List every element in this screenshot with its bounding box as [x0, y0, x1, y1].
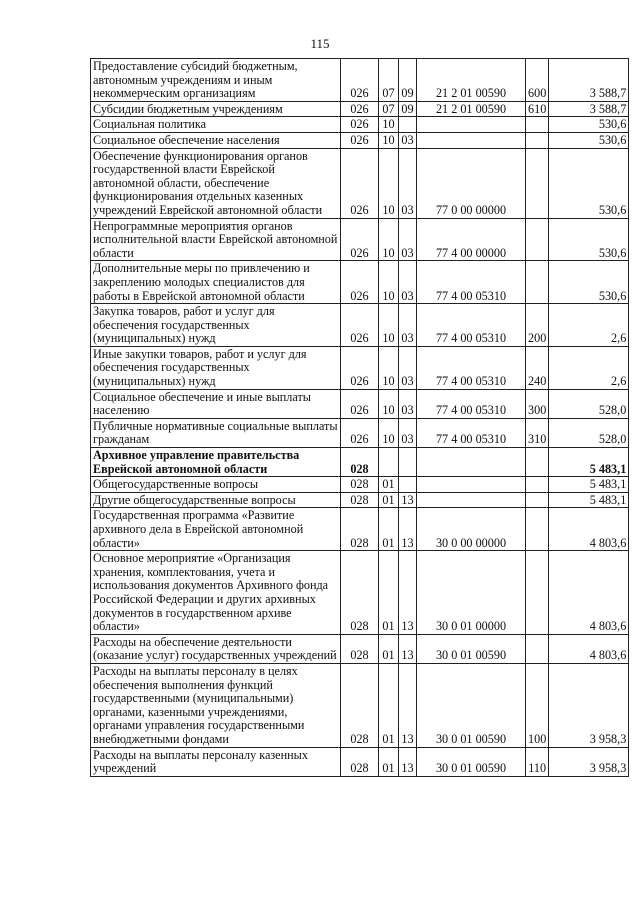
ministry-code: 028	[341, 448, 379, 477]
table-row	[91, 261, 629, 304]
amount: 3 958,3	[549, 747, 629, 776]
ministry-code: 026	[341, 418, 379, 447]
subsection-code	[399, 477, 417, 493]
target-article-code: 21 2 01 00590	[417, 59, 526, 102]
section-code: 01	[379, 551, 399, 635]
table-row	[91, 346, 629, 389]
section-code	[379, 448, 399, 477]
ministry-code: 028	[341, 551, 379, 635]
expense-type-code	[526, 448, 549, 477]
target-article-code: 30 0 01 00000	[417, 551, 526, 635]
row-name: Социальное обеспечение и иные выплаты населению	[91, 389, 341, 418]
row-name: Дополнительные меры по привлечению и закреплению молодых специалистов для работы в Еврейской автономной области	[91, 261, 341, 304]
expense-type-code	[526, 117, 549, 133]
row-name: Расходы на выплаты персоналу казенных учреждений	[91, 747, 341, 776]
target-article-code	[417, 132, 526, 148]
amount: 530,6	[549, 261, 629, 304]
table-row	[91, 304, 629, 347]
expense-type-code	[526, 261, 549, 304]
section-code: 07	[379, 59, 399, 102]
expense-type-code: 110	[526, 747, 549, 776]
ministry-code: 026	[341, 304, 379, 347]
subsection-code: 13	[399, 747, 417, 776]
expense-type-code	[526, 492, 549, 508]
amount: 3 588,7	[549, 59, 629, 102]
expense-type-code: 240	[526, 346, 549, 389]
section-code: 10	[379, 346, 399, 389]
expense-type-code	[526, 218, 549, 261]
target-article-code: 77 4 00 00000	[417, 218, 526, 261]
table-row	[91, 492, 629, 508]
ministry-code: 026	[341, 389, 379, 418]
subsection-code: 09	[399, 101, 417, 117]
section-code: 10	[379, 117, 399, 133]
ministry-code: 028	[341, 477, 379, 493]
row-name: Закупка товаров, работ и услуг для обеспечения государственных (муниципальных) нужд	[91, 304, 341, 347]
table-row	[91, 132, 629, 148]
ministry-code: 028	[341, 634, 379, 663]
subsection-code: 13	[399, 634, 417, 663]
ministry-code: 026	[341, 148, 379, 218]
target-article-code	[417, 477, 526, 493]
subsection-code: 13	[399, 551, 417, 635]
section-code: 10	[379, 218, 399, 261]
subsection-code	[399, 448, 417, 477]
expense-type-code: 300	[526, 389, 549, 418]
row-name: Обеспечение функционирования органов государственной власти Еврейской автономной области, обеспечение функционирования отдельных казенных учреждений Еврейской автономной области	[91, 148, 341, 218]
ministry-code: 028	[341, 492, 379, 508]
row-name: Публичные нормативные социальные выплаты гражданам	[91, 418, 341, 447]
amount: 2,6	[549, 304, 629, 347]
table-row	[91, 59, 629, 102]
table-row	[91, 508, 629, 551]
expense-type-code	[526, 132, 549, 148]
amount: 530,6	[549, 148, 629, 218]
table-row	[91, 218, 629, 261]
row-name: Расходы на обеспечение деятельности (оказание услуг) государственных учреждений	[91, 634, 341, 663]
budget-table	[90, 58, 629, 777]
section-code: 01	[379, 747, 399, 776]
subsection-code: 03	[399, 346, 417, 389]
ministry-code: 028	[341, 508, 379, 551]
amount: 2,6	[549, 346, 629, 389]
table-row	[91, 747, 629, 776]
target-article-code: 77 4 00 05310	[417, 304, 526, 347]
target-article-code	[417, 492, 526, 508]
ministry-code: 026	[341, 101, 379, 117]
expense-type-code: 100	[526, 663, 549, 747]
section-code: 01	[379, 634, 399, 663]
target-article-code: 30 0 01 00590	[417, 747, 526, 776]
target-article-code	[417, 117, 526, 133]
subsection-code: 13	[399, 663, 417, 747]
table-row	[91, 148, 629, 218]
amount: 4 803,6	[549, 551, 629, 635]
subsection-code: 03	[399, 261, 417, 304]
ministry-code: 026	[341, 346, 379, 389]
row-name: Социальное обеспечение населения	[91, 132, 341, 148]
ministry-code: 028	[341, 747, 379, 776]
subsection-code: 03	[399, 148, 417, 218]
expense-type-code	[526, 508, 549, 551]
subsection-code	[399, 117, 417, 133]
target-article-code: 77 4 00 05310	[417, 261, 526, 304]
row-name: Социальная политика	[91, 117, 341, 133]
expense-type-code: 310	[526, 418, 549, 447]
amount: 4 803,6	[549, 634, 629, 663]
table-row	[91, 101, 629, 117]
ministry-code: 028	[341, 663, 379, 747]
section-code: 01	[379, 477, 399, 493]
row-name: Субсидии бюджетным учреждениям	[91, 101, 341, 117]
table-row	[91, 448, 629, 477]
row-name: Государственная программа «Развитие архивного дела в Еврейской автономной области»	[91, 508, 341, 551]
amount: 5 483,1	[549, 477, 629, 493]
subsection-code: 13	[399, 508, 417, 551]
section-code: 01	[379, 492, 399, 508]
row-name: Архивное управление правительства Еврейской автономной области	[91, 448, 341, 477]
section-code: 10	[379, 418, 399, 447]
amount: 530,6	[549, 117, 629, 133]
subsection-code: 03	[399, 132, 417, 148]
expense-type-code: 200	[526, 304, 549, 347]
section-code: 10	[379, 261, 399, 304]
table-row	[91, 117, 629, 133]
amount: 3 958,3	[549, 663, 629, 747]
amount: 530,6	[549, 218, 629, 261]
target-article-code: 21 2 01 00590	[417, 101, 526, 117]
subsection-code: 03	[399, 418, 417, 447]
section-code: 01	[379, 508, 399, 551]
section-code: 10	[379, 148, 399, 218]
table-row	[91, 634, 629, 663]
subsection-code: 09	[399, 59, 417, 102]
target-article-code: 30 0 00 00000	[417, 508, 526, 551]
table-row	[91, 418, 629, 447]
subsection-code: 13	[399, 492, 417, 508]
table-row	[91, 477, 629, 493]
expense-type-code: 600	[526, 59, 549, 102]
row-name: Непрограммные мероприятия органов исполнительной власти Еврейской автономной области	[91, 218, 341, 261]
target-article-code: 77 0 00 00000	[417, 148, 526, 218]
row-name: Иные закупки товаров, работ и услуг для обеспечения государственных (муниципальных) нужд	[91, 346, 341, 389]
amount: 5 483,1	[549, 492, 629, 508]
row-name: Расходы на выплаты персоналу в целях обеспечения выполнения функций государственными (муниципальными) органами, казенными учреждениями, органами управления государственными внебюджетными фондами	[91, 663, 341, 747]
amount: 4 803,6	[549, 508, 629, 551]
subsection-code: 03	[399, 218, 417, 261]
expense-type-code: 610	[526, 101, 549, 117]
section-code: 07	[379, 101, 399, 117]
amount: 3 588,7	[549, 101, 629, 117]
page-number: 115	[310, 36, 330, 51]
amount: 530,6	[549, 132, 629, 148]
target-article-code	[417, 448, 526, 477]
expense-type-code	[526, 551, 549, 635]
expense-type-code	[526, 148, 549, 218]
target-article-code: 77 4 00 05310	[417, 418, 526, 447]
section-code: 01	[379, 663, 399, 747]
row-name: Предоставление субсидий бюджетным, автономным учреждениям и иным некоммерческим организациям	[91, 59, 341, 102]
amount: 528,0	[549, 418, 629, 447]
subsection-code: 03	[399, 304, 417, 347]
target-article-code: 30 0 01 00590	[417, 663, 526, 747]
amount: 5 483,1	[549, 448, 629, 477]
ministry-code: 026	[341, 261, 379, 304]
ministry-code: 026	[341, 132, 379, 148]
section-code: 10	[379, 132, 399, 148]
row-name: Общегосударственные вопросы	[91, 477, 341, 493]
table-row	[91, 551, 629, 635]
subsection-code: 03	[399, 389, 417, 418]
target-article-code: 30 0 01 00590	[417, 634, 526, 663]
row-name: Другие общегосударственные вопросы	[91, 492, 341, 508]
amount: 528,0	[549, 389, 629, 418]
target-article-code: 77 4 00 05310	[417, 346, 526, 389]
ministry-code: 026	[341, 218, 379, 261]
ministry-code: 026	[341, 59, 379, 102]
table-row	[91, 389, 629, 418]
row-name: Основное мероприятие «Организация хранения, комплектования, учета и использования документов Архивного фонда Российской Федерации и других архивных документов в государственном архиве области»	[91, 551, 341, 635]
table-row	[91, 663, 629, 747]
section-code: 10	[379, 389, 399, 418]
section-code: 10	[379, 304, 399, 347]
ministry-code: 026	[341, 117, 379, 133]
expense-type-code	[526, 634, 549, 663]
expense-type-code	[526, 477, 549, 493]
target-article-code: 77 4 00 05310	[417, 389, 526, 418]
